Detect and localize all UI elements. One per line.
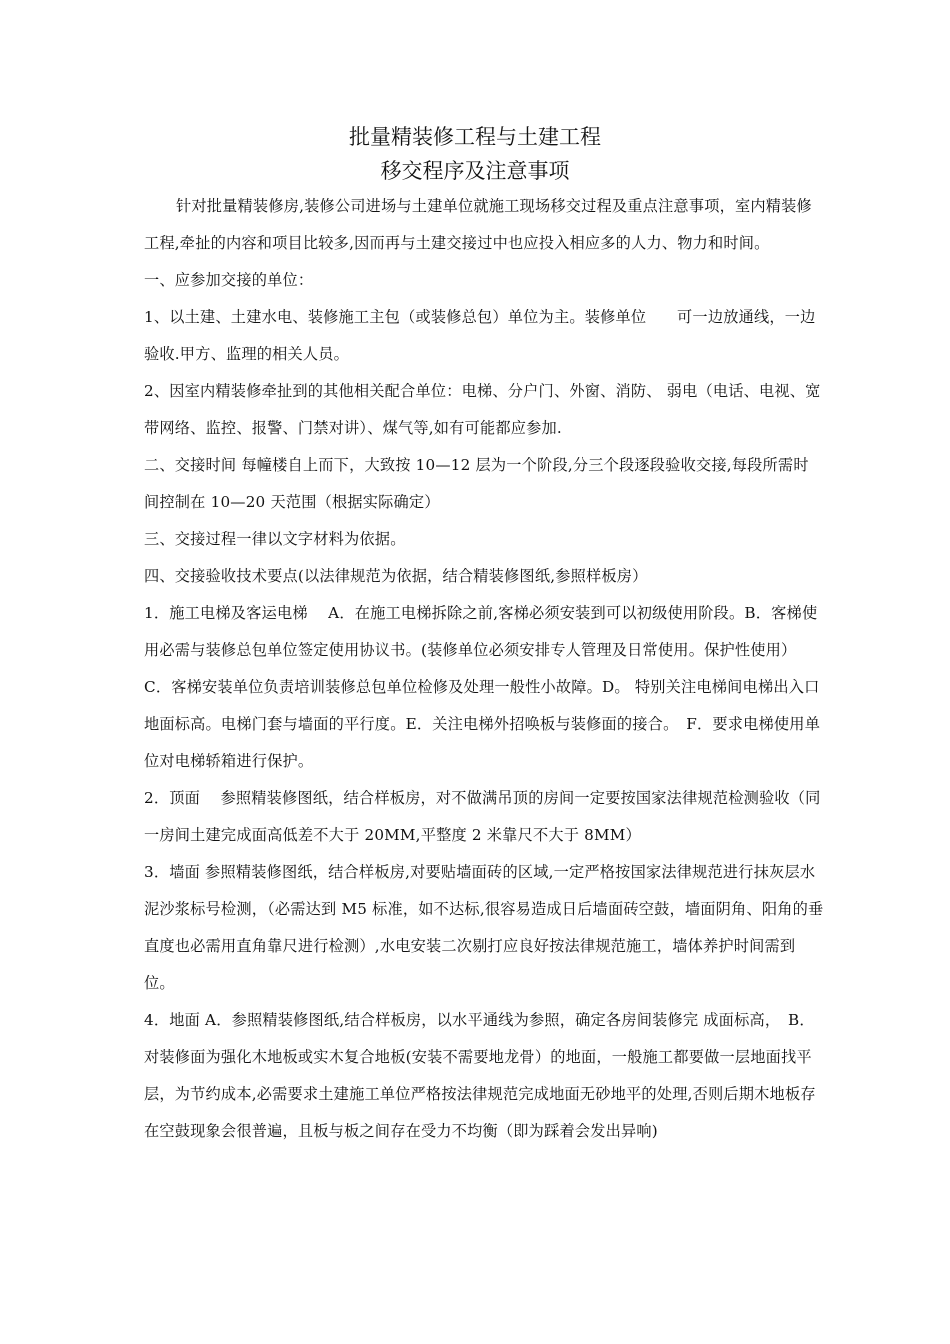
section-4-item-wall: 3．墙面 参照精装修图纸，结合样板房,对要贴墙面砖的区域,一定严格按国家法律规范进行抹灰层水泥沙浆标号检测，（必需达到 M5 标准，如不达标,很容易造成日后墙面砖空鼓，墙面阴角、阳角的垂直度也必需用直角靠尺进行检测）,水电安装二次剔打应良好按法律规范施工，墙体养护时间需到位。: [144, 863, 824, 992]
section-4-item-elevator: 1．施工电梯及客运电梯 A．在施工电梯拆除之前,客梯必须安装到可以初级使用阶段。B．客梯使用必需与装修总包单位签定使用协议书。(装修单位必须安排专人管理及日常使用。保护性使用） C．客梯安装单位负责培训装修总包单位检修及处理一般性小故障。D。 特别关注电梯间电梯出入口地面标高。电梯门套与墙面的平行度。E．关注电梯外招唤板与装修面的接合。 F．要求电梯使用单位对电梯轿箱进行保护。: [144, 604, 821, 770]
section-4-item-ceiling: 2．顶面 参照精装修图纸，结合样板房，对不做满吊顶的房间一定要按国家法律规范检测验收（同一房间土建完成面高低差不大于 20MM,平整度 2 米靠尺不大于 8MM）: [144, 789, 821, 844]
document-body: [144, 188, 824, 1150]
section-4-heading: 四、交接验收技术要点(以法律规范为依据，结合精装修图纸,参照样板房）: [144, 567, 648, 585]
intro-paragraph: 针对批量精装修房,装修公司进场与土建单位就施工现场移交过程及重点注意事项，室内精装修工程,牵扯的内容和项目比较多,因而再与土建交接过中也应投入相应多的人力、物力和时间。: [144, 197, 812, 252]
section-4-item-floor: 4．地面 A．参照精装修图纸,结合样板房，以水平通线为参照，确定各房间装修完 成面标高， B．对装修面为强化木地板或实木复合地板(安装不需要地龙骨）的地面，一般施工都要做一层地面找平层，为节约成本,必需要求土建施工单位严格按法律规范完成地面无砂地平的处理,否则后期木地板存在空鼓现象会很普遍，且板与板之间存在受力不均衡（即为踩着会发出异响): [144, 1011, 816, 1140]
section-3-paragraph: 三、交接过程一律以文字材料为依据。: [144, 530, 406, 548]
section-1-item-1: 1、以土建、土建水电、装修施工主包（或装修总包）单位为主。装修单位 可一边放通线，一边验收.甲方、监理的相关人员。: [144, 308, 816, 363]
section-1-heading: 一、应参加交接的单位：: [144, 271, 314, 289]
section-2-paragraph: 二、交接时间 每幢楼自上而下，大致按 10—12 层为一个阶段,分三个段逐段验收交接,每段所需时间控制在 10—20 天范围（根据实际确定）: [144, 456, 809, 511]
document-subtitle: 移交程序及注意事项: [380, 159, 570, 183]
document-title: 批量精装修工程与土建工程: [349, 125, 601, 149]
section-1-item-2: 2、因室内精装修牵扯到的其他相关配合单位：电梯、分户门、外窗、消防、 弱电（电话、电视、宽带网络、监控、报警、门禁对讲）、煤气等,如有可能都应参加.: [144, 382, 821, 437]
